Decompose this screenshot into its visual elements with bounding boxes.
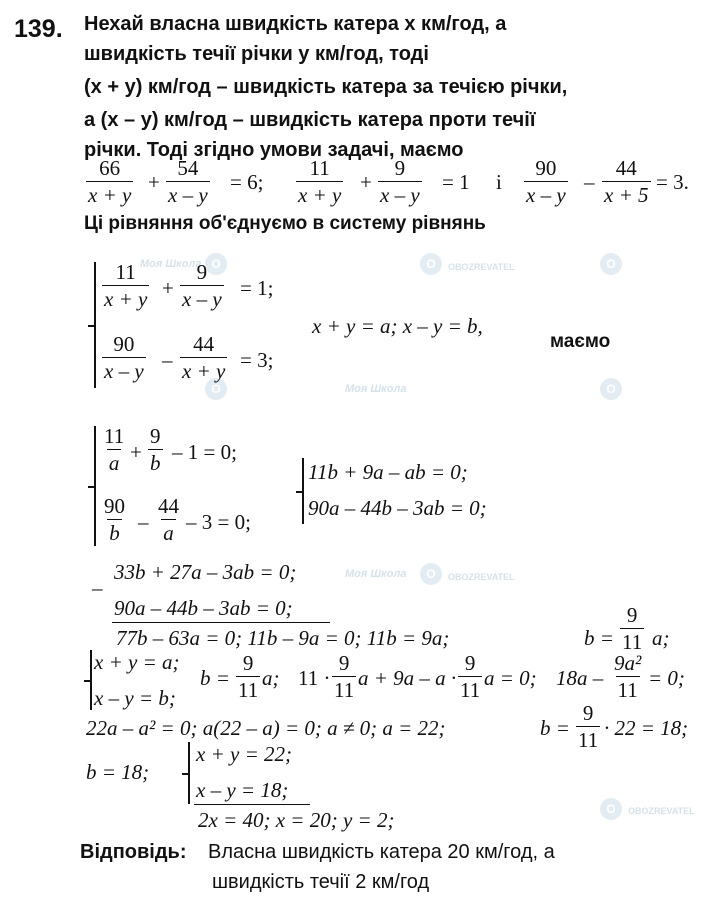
- watermark-school: Моя Школа: [140, 258, 202, 270]
- b-tail: a;: [262, 666, 280, 690]
- answer-line-2: швидкість течії 2 км/год: [212, 871, 430, 893]
- subtract-line-1: 33b + 27a – 3ab = 0;: [114, 560, 297, 584]
- sys3-line-2: x – y = b;: [94, 686, 176, 710]
- fraction-9-11: 9 11: [622, 603, 643, 654]
- fraction-90: 90 x – y: [526, 156, 566, 207]
- fraction-9-11: 9 11: [334, 651, 355, 702]
- fraction-44: 44 x + 5: [604, 156, 649, 207]
- sub-tail: a = 0;: [484, 666, 537, 690]
- equals-6: = 6;: [230, 170, 264, 194]
- minus-sign: –: [138, 510, 149, 534]
- watermark-logo-icon: O: [205, 378, 227, 400]
- sys1-fraction-11: 11 x + y: [104, 260, 148, 311]
- final-sum: 2x = 40; x = 20; y = 2;: [198, 808, 395, 832]
- intro-line-4: а (x – y) км/год – швидкість катера проти течії: [84, 109, 536, 131]
- b-equals: b =: [200, 666, 230, 690]
- solve-line: 22a – a² = 0; a(22 – a) = 0; a ≠ 0; a = 22;: [86, 716, 446, 740]
- system-brace: [302, 458, 304, 524]
- b-equals: b =: [584, 626, 614, 650]
- fraction-9-11: 9 11: [460, 651, 481, 702]
- subtract-line-2: 90a – 44b – 3ab = 0;: [114, 596, 293, 620]
- answer-line-1: Власна швидкість катера 20 км/год, а: [208, 841, 555, 863]
- intro-line-1: Нехай власна швидкість катера x км/год, а: [84, 13, 507, 35]
- plus-sign: +: [162, 276, 174, 300]
- system-brace: [188, 742, 190, 804]
- plus-sign: +: [148, 170, 160, 194]
- equals-1: = 1;: [240, 276, 274, 300]
- sys2-rest-2: – 3 = 0;: [186, 510, 251, 534]
- minus-sign: –: [162, 348, 173, 372]
- sys1-fraction-90: 90 x – y: [104, 332, 144, 383]
- b-value: b = 18;: [86, 760, 150, 784]
- sys2-fraction-90: 90 b: [104, 494, 125, 545]
- subtraction-sign: –: [92, 576, 103, 600]
- sys1-fraction-44: 44 x + y: [182, 332, 226, 383]
- watermark-site: OBOZREVATEL: [448, 572, 515, 582]
- sys2-fraction-11: 11 a: [104, 424, 125, 475]
- watermark-logo-icon: O: [600, 378, 622, 400]
- system-brace: [94, 262, 96, 388]
- intro-line-5: річки. Тоді згідно умови задачі, маємо: [84, 139, 464, 161]
- watermark-logo-icon: O: [600, 253, 622, 275]
- fraction-9-11: 9 11: [238, 651, 259, 702]
- final-line-1: x + y = 22;: [196, 742, 292, 766]
- watermark-site: OBOZREVATEL: [628, 806, 695, 816]
- sys3-line-1: x + y = a;: [94, 650, 180, 674]
- maemo-label: маємо: [550, 331, 611, 352]
- watermark-school: Моя Школа: [345, 568, 407, 580]
- sub-pre: 11 ·: [298, 666, 331, 690]
- watermark-logo-icon: O: [420, 563, 442, 585]
- watermark-logo-icon: O: [420, 253, 442, 275]
- sum-rule: [194, 804, 310, 805]
- sys2-fraction-44: 44 a: [158, 494, 179, 545]
- fraction-11: 11 x + y: [298, 156, 342, 207]
- conjunction: і: [496, 170, 502, 194]
- watermark-site: OBOZREVATEL: [448, 262, 515, 272]
- intro-line-2: швидкість течії річки y км/год, тоді: [84, 43, 429, 65]
- q-pre: 18a –: [556, 666, 604, 690]
- combine-line: Ці рівняння об'єднуємо в систему рівнянь: [84, 213, 486, 234]
- watermark-logo-icon: O: [600, 798, 622, 820]
- intro-line-3: (x + y) км/год – швидкість катера за течією річки,: [84, 76, 568, 98]
- fraction-9: 9 x – y: [380, 156, 420, 207]
- system-brace: [90, 650, 92, 710]
- b-tail: · 22 = 18;: [604, 716, 689, 740]
- watermark-school: Моя Школа: [345, 383, 407, 395]
- b-tail: a;: [652, 626, 670, 650]
- system-brace: [94, 426, 96, 546]
- subtract-result: 77b – 63a = 0; 11b – 9a = 0; 11b = 9a;: [116, 626, 450, 650]
- fraction-66: 66 x + y: [88, 156, 132, 207]
- problem-number: 139.: [14, 15, 63, 43]
- sys1-fraction-9: 9 x – y: [182, 260, 222, 311]
- sys2-fraction-9: 9 b: [150, 424, 161, 475]
- fraction-54: 54 x – y: [168, 156, 208, 207]
- q-tail: = 0;: [648, 666, 685, 690]
- fraction-9-11: 9 11: [578, 701, 599, 752]
- equals-3: = 3;: [240, 348, 274, 372]
- subtraction-rule: [112, 622, 330, 623]
- plus-sign: +: [360, 170, 372, 194]
- b-equals: b =: [540, 716, 570, 740]
- equals-3: = 3.: [656, 170, 689, 194]
- answer-label: Відповідь:: [80, 841, 187, 863]
- substitution: x + y = a; x – y = b,: [312, 314, 483, 338]
- fraction-9a2-11: 9a² 11: [614, 651, 642, 702]
- watermark-logo-icon: O: [205, 253, 227, 275]
- plus-sign: +: [130, 440, 142, 464]
- sys2-r1: 11b + 9a – ab = 0;: [308, 460, 468, 484]
- final-line-2: x – y = 18;: [196, 778, 289, 802]
- sys2-r2: 90a – 44b – 3ab = 0;: [308, 496, 487, 520]
- sub-mid: a + 9a – a ·: [358, 666, 457, 690]
- sys2-rest-1: – 1 = 0;: [172, 440, 237, 464]
- minus-sign: –: [584, 170, 595, 194]
- equals-1: = 1: [442, 170, 470, 194]
